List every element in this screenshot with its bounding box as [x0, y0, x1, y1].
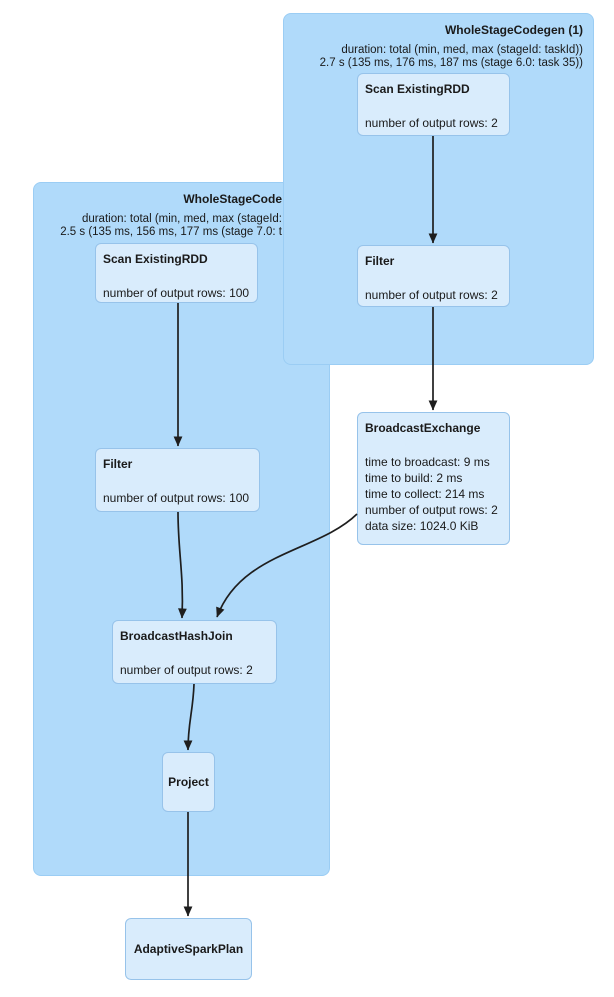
- cluster-wholestagecodegen-1: [283, 13, 594, 365]
- plan-node-project[interactable]: [162, 752, 215, 812]
- plan-node-filter-2[interactable]: [95, 448, 260, 512]
- node-title: Scan ExistingRDD: [365, 82, 470, 96]
- plan-node-filter-1[interactable]: [357, 245, 510, 307]
- metric-line: number of output rows: 100: [103, 286, 250, 300]
- node-title: Scan ExistingRDD: [103, 252, 208, 266]
- cluster-header: [284, 23, 583, 70]
- metric-line: time to build: 2 ms: [365, 471, 463, 485]
- metric-line: number of output rows: 2: [365, 116, 498, 130]
- metric-line: number of output rows: 2: [120, 663, 253, 677]
- node-metrics: [365, 115, 502, 131]
- node-metrics: [365, 454, 502, 534]
- node-metrics: [120, 662, 269, 678]
- plan-node-broadcast-exchange[interactable]: [357, 412, 510, 545]
- cluster-title: WholeStageCodegen (1): [444, 23, 583, 37]
- node-title: BroadcastExchange: [365, 421, 481, 435]
- plan-node-scan-existingrdd-2[interactable]: [95, 243, 258, 303]
- plan-node-adaptive-spark-plan[interactable]: [125, 918, 252, 980]
- cluster-duration-label: duration: total (min, med, max (stageId:: [81, 213, 282, 225]
- cluster-header: [0, 192, 282, 239]
- metric-line: data size: 1024.0 KiB: [365, 519, 479, 533]
- node-title: Filter: [103, 457, 133, 471]
- plan-node-broadcast-hash-join[interactable]: [112, 620, 277, 684]
- plan-node-scan-existingrdd-1[interactable]: [357, 73, 510, 136]
- metric-line: time to collect: 214 ms: [365, 487, 485, 501]
- node-metrics: [103, 285, 250, 301]
- node-title: AdaptiveSparkPlan: [133, 941, 244, 956]
- cluster-title: WholeStageCode: [183, 192, 282, 206]
- node-metrics: [365, 287, 502, 303]
- metric-line: time to broadcast: 9 ms: [365, 455, 490, 469]
- cluster-duration-label: duration: total (min, med, max (stageId: taskId)): [341, 44, 583, 56]
- node-metrics: [103, 490, 252, 506]
- metric-line: number of output rows: 2: [365, 503, 498, 517]
- cluster-duration-value: 2.5 s (135 ms, 156 ms, 177 ms (stage 7.0: t: [60, 226, 282, 238]
- metric-line: number of output rows: 2: [365, 288, 498, 302]
- cluster-duration-value: 2.7 s (135 ms, 176 ms, 187 ms (stage 6.0: task 35)): [319, 57, 583, 69]
- node-title: Filter: [365, 254, 395, 268]
- metric-line: number of output rows: 100: [103, 491, 250, 505]
- node-title: BroadcastHashJoin: [120, 629, 233, 643]
- node-title: Project: [168, 774, 209, 789]
